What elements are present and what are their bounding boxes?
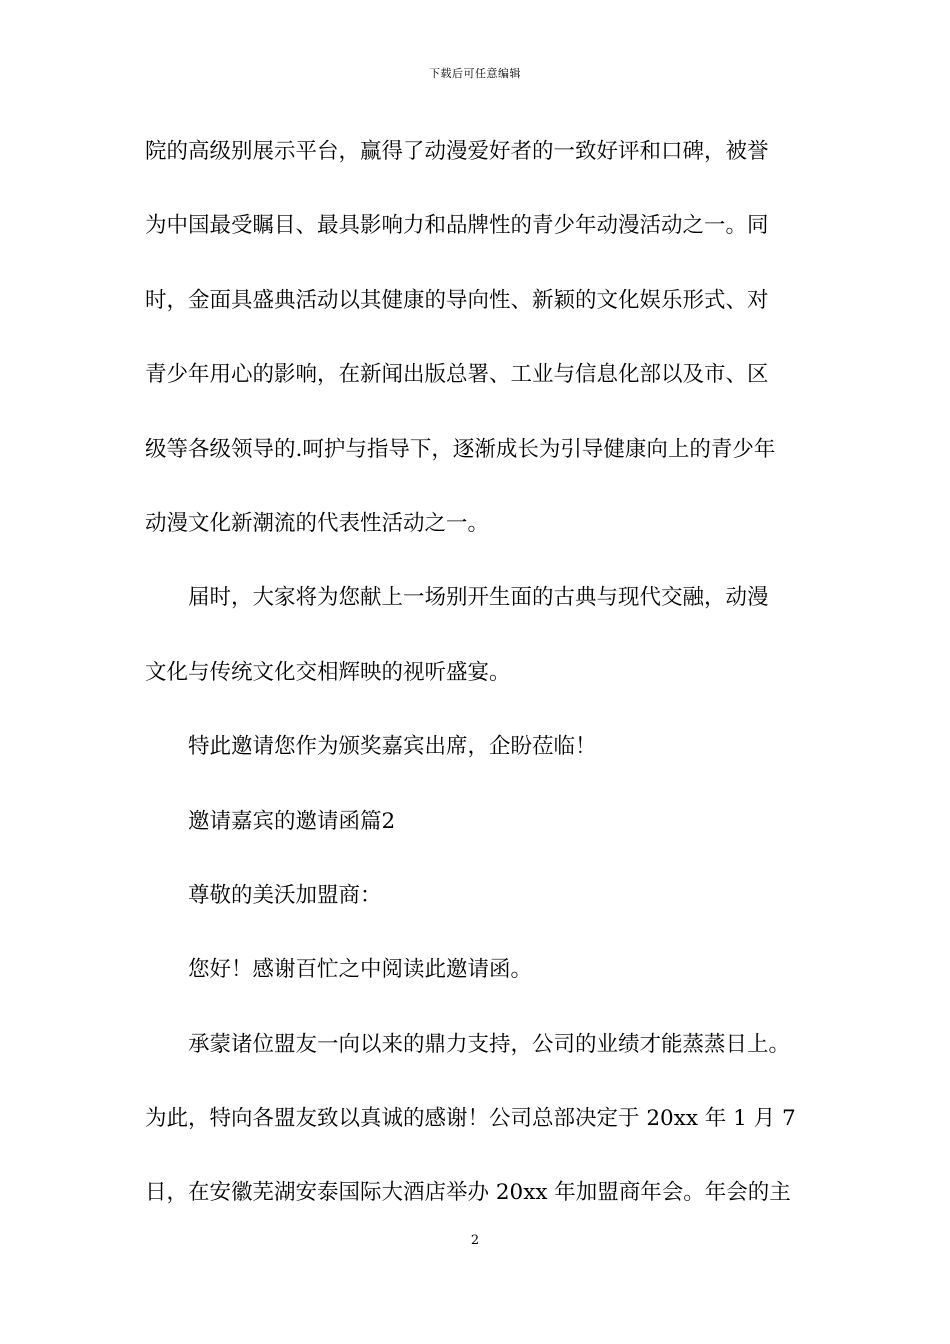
paragraph-line: 文化与传统文化交相辉映的视听盛宴。 — [145, 659, 511, 685]
greeting-line: 您好！感谢百忙之中阅读此邀请函。 — [188, 957, 533, 983]
document-body — [145, 132, 825, 1248]
paragraph-line: 日，在安徽芜湖安泰国际大酒店举办 20xx 年加盟商年会。年会的主 — [145, 1180, 791, 1206]
paragraph-line: 时，金面具盛典活动以其健康的导向性、新颖的文化娱乐形式、对 — [145, 287, 769, 313]
paragraph-line: 承蒙诸位盟友一向以来的鼎力支持，公司的业绩才能蒸蒸日上。 — [188, 1031, 791, 1057]
paragraph-line: 为中国最受瞩目、最具影响力和品牌性的青少年动漫活动之一。同 — [145, 213, 769, 239]
paragraph-line: 院的高级别展示平台，赢得了动漫爱好者的一致好评和口碑，被誉 — [145, 139, 769, 164]
section-heading: 邀请嘉宾的邀请函篇2 — [188, 808, 396, 834]
page-header: 下载后可任意编辑 — [429, 67, 521, 80]
salutation: 尊敬的美沃加盟商： — [188, 882, 382, 908]
paragraph-line: 为此，特向各盟友致以真诚的感谢！公司总部决定于 20xx 年 1 月 7 — [145, 1106, 796, 1132]
paragraph-line: 届时，大家将为您献上一场别开生面的古典与现代交融，动漫 — [188, 585, 769, 611]
paragraph-line: 青少年用心的影响，在新闻出版总署、工业与信息化部以及市、区 — [145, 362, 769, 388]
paragraph-line: 动漫文化新潮流的代表性活动之一。 — [145, 510, 490, 536]
page-number: 2 — [470, 1233, 480, 1248]
paragraph-line: 级等各级领导的.呵护与指导下，逐渐成长为引导健康向上的青少年 — [145, 436, 776, 462]
paragraph-line: 特此邀请您作为颁奖嘉宾出席，企盼莅临！ — [188, 734, 597, 760]
